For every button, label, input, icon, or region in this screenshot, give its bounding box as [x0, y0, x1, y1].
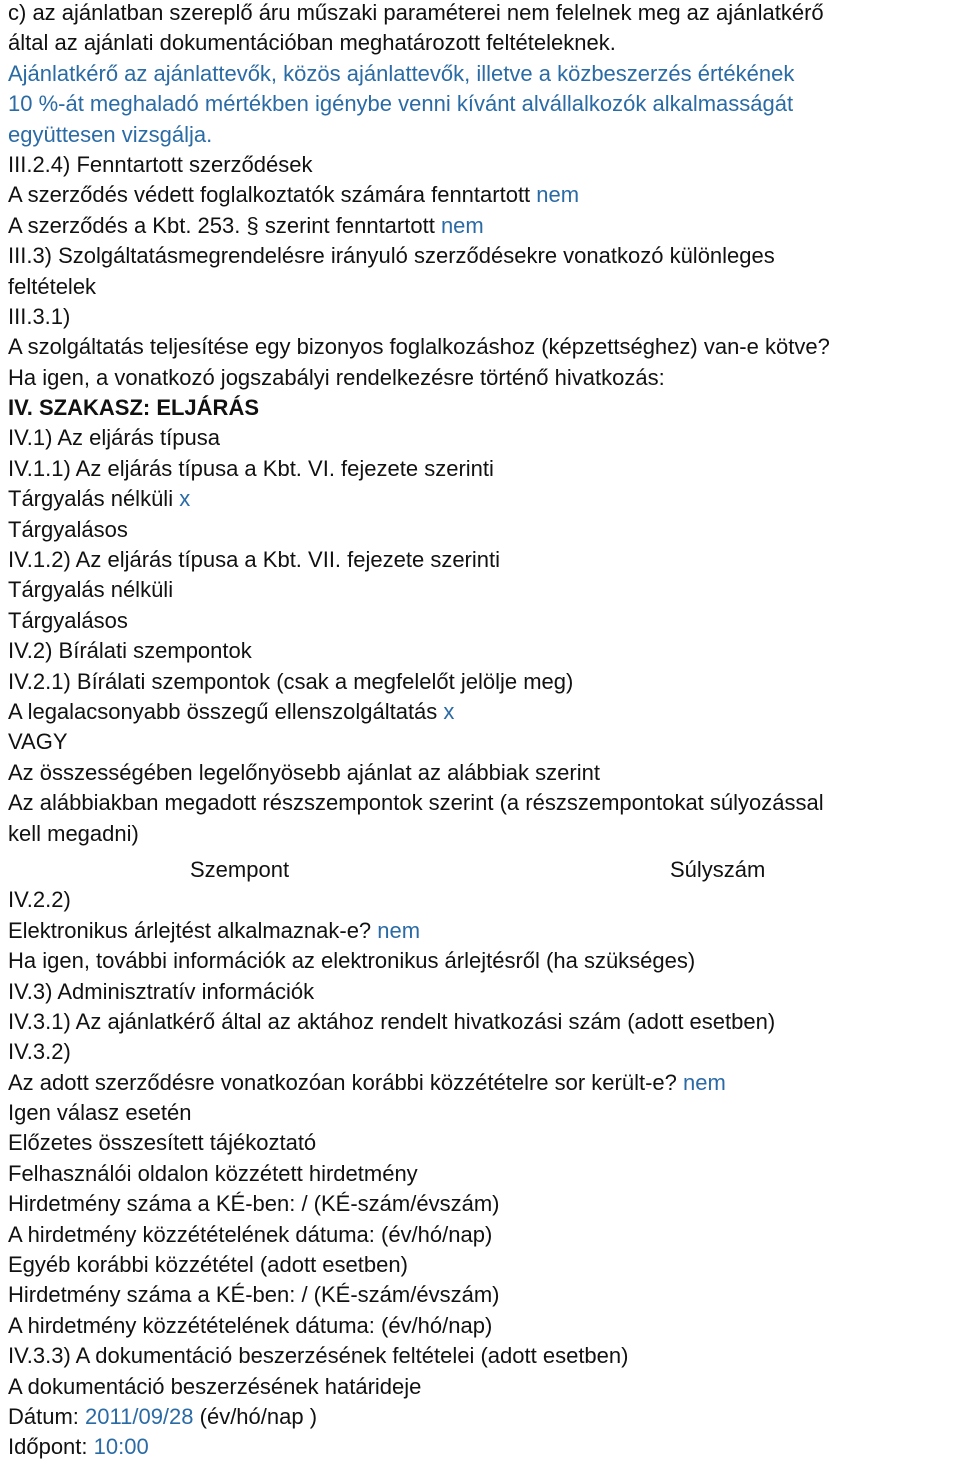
notice-date: A hirdetmény közzétételének dátuma: (év/hó/nap)	[8, 1312, 493, 1338]
deadline-time	[8, 1432, 960, 1462]
deadline-date	[8, 1402, 960, 1432]
option-label: Tárgyalás nélküli	[8, 486, 180, 512]
intro-line: együttesen vizsgálja.	[8, 121, 213, 147]
date-format: (év/hó/nap )	[193, 1403, 318, 1429]
date-value: 2011/09/28	[85, 1403, 194, 1429]
chapter-vii-heading: IV.1.2) Az eljárás típusa a Kbt. VII. fejezete szerinti	[8, 547, 501, 573]
or-separator: VAGY	[8, 729, 68, 755]
reserved-contract-answer: nem	[536, 182, 580, 208]
documentation-deadline: A dokumentáció beszerzésének határideje	[8, 1373, 422, 1399]
time-value: 10:00	[93, 1434, 149, 1460]
yes-case: Igen válasz esetén	[8, 1100, 192, 1126]
procedure-type-heading: IV.1) Az eljárás típusa	[8, 425, 220, 451]
chapter-vii-option-no-negotiation: Tárgyalás nélküli	[8, 577, 174, 603]
chapter-vi-option-no-negotiation	[8, 484, 960, 514]
eauction-line	[8, 916, 960, 946]
criteria-table-header	[8, 855, 960, 885]
reserved-contract-question: A szerződés védett foglalkoztatók számára fenntartott	[8, 182, 537, 208]
notice-number: Hirdetmény száma a KÉ-ben: / (KÉ-szám/évszám)	[8, 1282, 500, 1308]
buyer-profile-notice: Felhasználói oldalon közzétett hirdetmény	[8, 1160, 418, 1186]
intro-block	[8, 0, 960, 150]
kbt-reserved-question-tail: szerint fenntartott	[258, 212, 441, 238]
section-heading-3-2-4: III.2.4) Fenntartott szerződések	[8, 151, 313, 177]
kbt-reserved-answer: nem	[440, 212, 484, 238]
intro-line: c) az ajánlatban szereplő áru műszaki paraméterei nem felelnek meg az ajánlatkérő	[8, 0, 824, 25]
prior-publication-line	[8, 1068, 960, 1098]
reserved-contract-line	[8, 180, 960, 210]
other-prior-publication: Egyéb korábbi közzététel (adott esetben)	[8, 1252, 408, 1278]
legal-reference: Ha igen, a vonatkozó jogszabályi rendelkezésre történő hivatkozás:	[8, 364, 665, 390]
eauction-question: Elektronikus árlejtést alkalmaznak-e?	[8, 917, 378, 943]
kbt-reserved-line	[8, 211, 960, 241]
subcriteria-note-cont: kell megadni)	[8, 820, 139, 846]
eauction-heading: IV.2.2)	[8, 887, 71, 913]
section-title-iv: IV. SZAKASZ: ELJÁRÁS	[8, 395, 260, 421]
section-heading-3-3: III.3) Szolgáltatásmegrendelésre irányuló szerződésekre vonatkozó különleges	[8, 243, 775, 269]
subcriteria-note: Az alábbiakban megadott részszempontok szerint (a részszempontokat súlyozással	[8, 790, 824, 816]
prior-publication-heading: IV.3.2)	[8, 1039, 71, 1065]
section-sign-icon: §	[246, 212, 259, 238]
column-weight: Súlyszám	[670, 856, 766, 882]
option-label: A legalacsonyabb összegű ellenszolgáltatás	[8, 698, 444, 724]
kbt-reserved-question: A szerződés a Kbt. 253.	[8, 212, 247, 238]
chapter-vi-option-negotiated: Tárgyalásos	[8, 516, 128, 542]
notice-date: A hirdetmény közzétételének dátuma: (év/hó/nap)	[8, 1221, 493, 1247]
notice-number: Hirdetmény száma a KÉ-ben: / (KÉ-szám/évszám)	[8, 1191, 500, 1217]
best-value-option: Az összességében legelőnyösebb ajánlat az alábbiak szerint	[8, 759, 600, 785]
selected-mark: x	[179, 486, 191, 512]
lowest-price-option	[8, 697, 960, 727]
section-heading-3-3-cont: feltételek	[8, 273, 97, 299]
criteria-subheading: IV.2.1) Bírálati szempontok (csak a megfelelőt jelölje meg)	[8, 668, 574, 694]
chapter-vi-heading: IV.1.1) Az eljárás típusa a Kbt. VI. fejezete szerinti	[8, 455, 494, 481]
selected-mark: x	[443, 698, 455, 724]
profession-question: A szolgáltatás teljesítése egy bizonyos foglalkozáshoz (képzettséghez) van-e kötve?	[8, 334, 830, 360]
admin-heading: IV.3) Adminisztratív információk	[8, 978, 315, 1004]
documentation-heading: IV.3.3) A dokumentáció beszerzésének feltételei (adott esetben)	[8, 1343, 629, 1369]
intro-line: 10 %-át meghaladó mértékben igénybe venni kívánt alvállalkozók alkalmasságát	[8, 91, 794, 117]
column-criterion: Szempont	[190, 856, 290, 882]
prior-publication-answer: nem	[683, 1069, 726, 1095]
prior-publication-question: Az adott szerződésre vonatkozóan korábbi közzétételre sor került-e?	[8, 1069, 684, 1095]
prior-information: Előzetes összesített tájékoztató	[8, 1130, 317, 1156]
time-label: Időpont:	[8, 1434, 94, 1460]
eauction-info: Ha igen, további információk az elektronikus árlejtésről (ha szükséges)	[8, 948, 696, 974]
criteria-heading: IV.2) Bírálati szempontok	[8, 638, 252, 664]
intro-line: által az ajánlati dokumentációban meghatározott feltételeknek.	[8, 30, 616, 56]
date-label: Dátum:	[8, 1403, 86, 1429]
chapter-vii-option-negotiated: Tárgyalásos	[8, 607, 128, 633]
reference-number: IV.3.1) Az ajánlatkérő által az aktához rendelt hivatkozási szám (adott esetben)	[8, 1008, 776, 1034]
eauction-answer: nem	[377, 917, 421, 943]
intro-line: Ajánlatkérő az ajánlattevők, közös ajánlattevők, illetve a közbeszerzés értékének	[8, 60, 795, 86]
section-heading-3-3-1: III.3.1)	[8, 303, 71, 329]
